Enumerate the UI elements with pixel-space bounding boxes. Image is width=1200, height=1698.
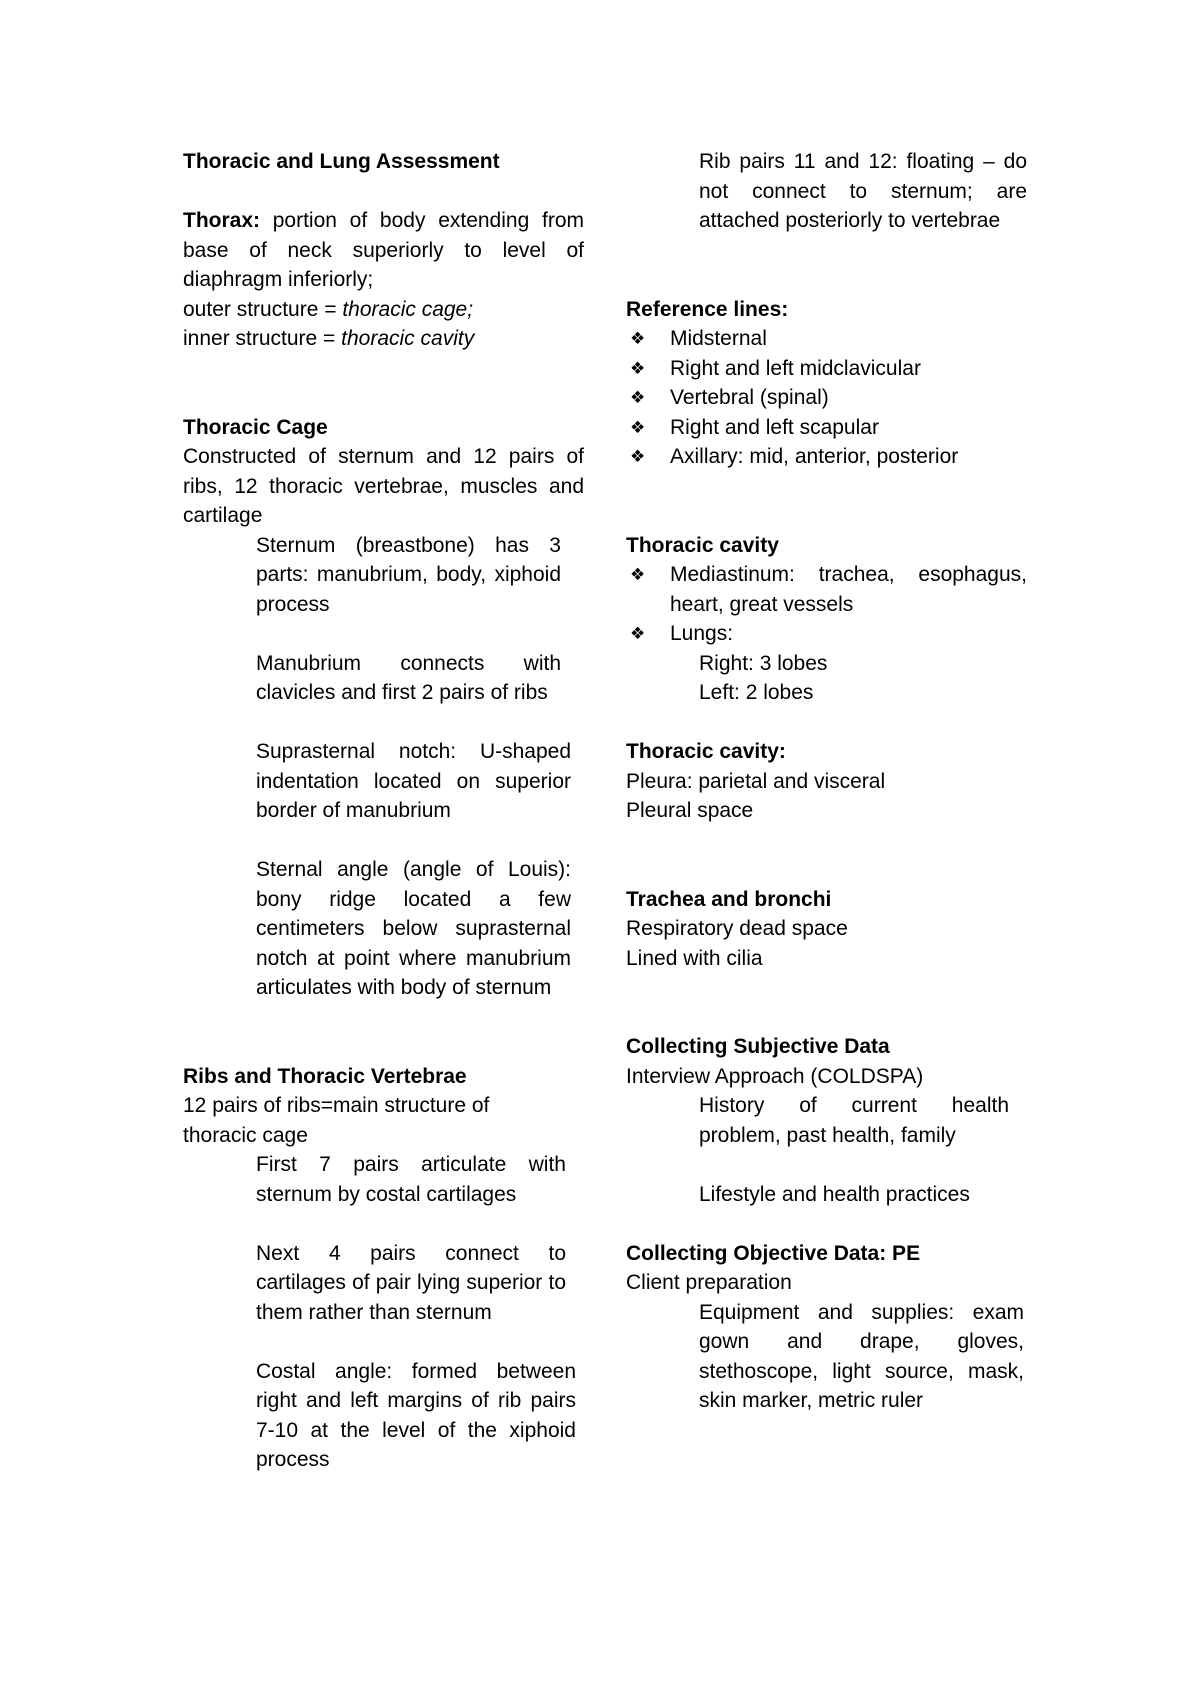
objective-data-heading: Collecting Objective Data: PE — [626, 1241, 921, 1265]
bullet-icon: ❖ — [630, 358, 646, 378]
bullet-icon: ❖ — [630, 417, 646, 437]
thorax-term: Thorax: — [183, 209, 261, 232]
lifestyle-text: Lifestyle and health practices — [699, 1182, 970, 1206]
right-column — [626, 147, 1027, 1416]
outer-prefix: outer structure = — [183, 297, 343, 321]
next-four-pairs-text: Next 4 pairs connect to cartilages of pair lying superior to them rather than sternum — [256, 1241, 566, 1324]
list-item: ❖ Right and left midclavicular — [626, 354, 1027, 384]
lungs-left-text: Left: 2 lobes — [699, 681, 814, 704]
thoracic-cage-text: Constructed of sternum and 12 pairs of ribs, 12 thoracic vertebrae, muscles and cartilage — [183, 445, 584, 527]
inner-em: thoracic cavity — [341, 327, 475, 350]
costal-angle-text: Costal angle: formed between right and left margins of rib pairs 7-10 at the level of the xiphoid process — [256, 1359, 576, 1471]
trachea-heading: Trachea and bronchi — [626, 887, 832, 911]
bullet-icon: ❖ — [630, 329, 646, 348]
floating-ribs-text: Rib pairs 11 and 12: floating – do not connect to sternum; are attached posteriorly to vertebrae — [699, 150, 1027, 232]
outer-structure — [183, 295, 584, 325]
first-seven-pairs-text: First 7 pairs articulate with sternum by costal cartilages — [256, 1153, 566, 1206]
cilia-text: Lined with cilia — [626, 946, 763, 970]
inner-structure — [183, 324, 584, 354]
pleural-space-text: Pleural space — [626, 799, 754, 822]
suprasternal-notch-text: Suprasternal notch: U-shaped indentation located on superior border of manubrium — [256, 740, 571, 822]
ribs-text: 12 pairs of ribs=main structure of thoracic cage — [183, 1094, 490, 1147]
list-item: ❖ Right and left scapular — [626, 413, 1027, 443]
list-item: ❖ Midsternal — [626, 324, 1027, 354]
sternal-angle-text: Sternal angle (angle of Louis): bony ridge located a few centimeters below suprasternal notch at point where manubrium articulates with body of sternum — [256, 858, 571, 999]
lungs-right-text: Right: 3 lobes — [699, 651, 828, 675]
client-preparation-text: Client preparation — [626, 1271, 792, 1294]
sternum-text: Sternum (breastbone) has 3 parts: manubrium, body, xiphoid process — [256, 533, 561, 616]
bullet-icon: ❖ — [630, 447, 646, 466]
bullet-icon: ❖ — [630, 624, 646, 643]
history-text: History of current health problem, past health, family — [699, 1094, 1009, 1147]
reference-lines-heading: Reference lines: — [626, 297, 789, 321]
reference-lines-list — [626, 324, 1027, 472]
dead-space-text: Respiratory dead space — [626, 917, 848, 940]
outer-em: thoracic cage; — [342, 297, 474, 321]
ribs-heading: Ribs and Thoracic Vertebrae — [183, 1064, 467, 1088]
thoracic-cavity-heading-2: Thoracic cavity: — [626, 740, 786, 763]
bullet-icon: ❖ — [630, 565, 646, 584]
thoracic-cavity-heading: Thoracic cavity — [626, 533, 779, 557]
manubrium-text: Manubrium connects with clavicles and first 2 pairs of ribs — [256, 651, 561, 704]
interview-approach-text: Interview Approach (COLDSPA) — [626, 1064, 924, 1088]
thorax-def-text: portion of body extending from base of neck superiorly to level of diaphragm inferiorly; — [183, 209, 584, 291]
left-column — [183, 147, 584, 1475]
equipment-text: Equipment and supplies: exam gown and drape, gloves, stethoscope, light source, mask, skin marker, metric ruler — [699, 1300, 1024, 1412]
pleura-text: Pleura: parietal and visceral — [626, 769, 886, 793]
thoracic-cage-heading: Thoracic Cage — [183, 415, 328, 439]
document-title: Thoracic and Lung Assessment — [183, 150, 500, 173]
list-item: ❖ Axillary: mid, anterior, posterior — [626, 442, 1027, 472]
bullet-icon: ❖ — [630, 388, 646, 407]
list-item: ❖ Lungs: — [626, 619, 1027, 649]
inner-prefix: inner structure = — [183, 327, 342, 350]
subjective-data-heading: Collecting Subjective Data — [626, 1035, 890, 1058]
list-item: ❖ Mediastinum: trachea, esophagus, heart, great vessels — [626, 560, 1027, 619]
thorax-definition — [183, 206, 584, 295]
list-item: ❖ Vertebral (spinal) — [626, 383, 1027, 413]
thoracic-cavity-list — [626, 560, 1027, 649]
